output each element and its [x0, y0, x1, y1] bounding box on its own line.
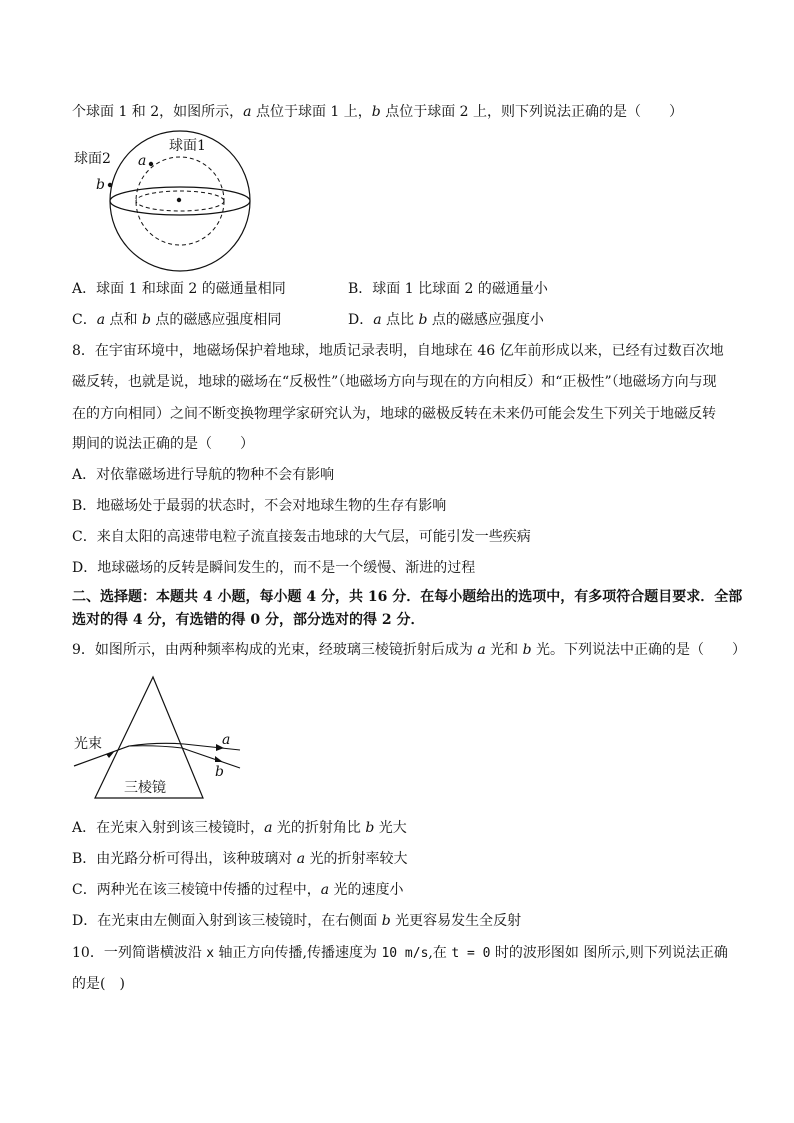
section2-heading-line-1: 二、选择题：本题共 4 小题，每小题 4 分，共 16 分．在每小题给出的选项中，有多项符合题目要求．全部	[72, 589, 743, 605]
q7-stem: 个球面 1 和 2，如图所示，a 点位于球面 1 上，b 点位于球面 2 上，则下列说法正确的是（ ）	[72, 104, 684, 120]
q9-prism-figure	[72, 672, 262, 802]
q9-option-b: B．由光路分析可得出，该种玻璃对 a 光的折射率较大	[72, 851, 408, 867]
label-sphere1: 球面1	[169, 138, 206, 154]
ray-b-arrowhead	[215, 756, 223, 762]
ray-b-out	[182, 748, 240, 768]
q8-option-c: C．来自太阳的高速带电粒子流直接轰击地球的大气层，可能引发一些疾病	[72, 529, 531, 545]
q7-sphere-figure	[72, 132, 262, 262]
q8-option-d: D．地球磁场的反转是瞬间发生的，而不是一个缓慢、渐进的过程	[72, 560, 476, 576]
q8-stem-line-2: 磁反转，也就是说，地球的磁场在“反极性”（地磁场方向与现在的方向相反）和“正极性”（地磁场方向与现	[72, 374, 717, 390]
center-dot	[177, 198, 181, 202]
q9-option-d: D．在光束由左侧面入射到该三棱镜时，在右侧面 b 光更容易发生全反射	[72, 913, 522, 929]
q9-stem: 9．如图所示，由两种频率构成的光束，经玻璃三棱镜折射后成为 a 光和 b 光。下列说法中正确的是（ ）	[72, 642, 747, 658]
q7-option-a: A．球面 1 和球面 2 的磁通量相同	[72, 281, 286, 297]
label-prism: 三棱镜	[124, 780, 166, 796]
q7-option-c: C．a 点和 b 点的磁感应强度相同	[72, 312, 282, 328]
equator-front	[110, 201, 250, 215]
label-ray-b: b	[215, 764, 224, 780]
q9-option-c: C．两种光在该三棱镜中传播的过程中，a 光的速度小	[72, 882, 404, 898]
q7-option-b: B．球面 1 比球面 2 的磁通量小	[348, 281, 548, 297]
q8-option-b: B．地磁场处于最弱的状态时，不会对地球生物的生存有影响	[72, 498, 447, 514]
label-point-b: b	[96, 177, 105, 193]
q10-stem-line-2: 的是( )	[72, 976, 125, 992]
q8-stem-line-3: 在的方向相同）之间不断变换物理学家研究认为，地球的磁极反转在未来仍可能会发生下列关于地磁反转	[72, 406, 716, 422]
q8-option-a: A．对依靠磁场进行导航的物种不会有影响	[72, 467, 335, 483]
q7-option-d: D．a 点比 b 点的磁感应强度小	[348, 312, 544, 328]
q8-stem-line-4: 期间的说法正确的是（ ）	[72, 436, 254, 452]
internal-ray-b	[129, 746, 182, 748]
label-point-a: a	[138, 153, 147, 169]
q8-stem-line-1: 8．在宇宙环境中，地磁场保护着地球，地质记录表明，自地球在 46 亿年前形成以来，已经有过数百次地	[72, 343, 724, 359]
point-a-dot	[149, 162, 153, 166]
section2-heading-line-2: 选对的得 4 分，有选错的得 0 分，部分选对的得 2 分．	[72, 612, 425, 628]
ray-a-out	[184, 744, 240, 750]
q9-option-a: A．在光束入射到该三棱镜时，a 光的折射角比 b 光大	[72, 820, 407, 836]
label-beam: 光束	[74, 736, 102, 752]
label-sphere2: 球面2	[74, 151, 111, 167]
label-ray-a: a	[222, 732, 231, 748]
point-b-dot	[108, 183, 112, 187]
q10-stem-line-1: 10．一列简谐横波沿 x 轴正方向传播,传播速度为 10 m/s,在 t = 0 时的波形图如 图所示,则下列说法正确	[72, 945, 728, 961]
